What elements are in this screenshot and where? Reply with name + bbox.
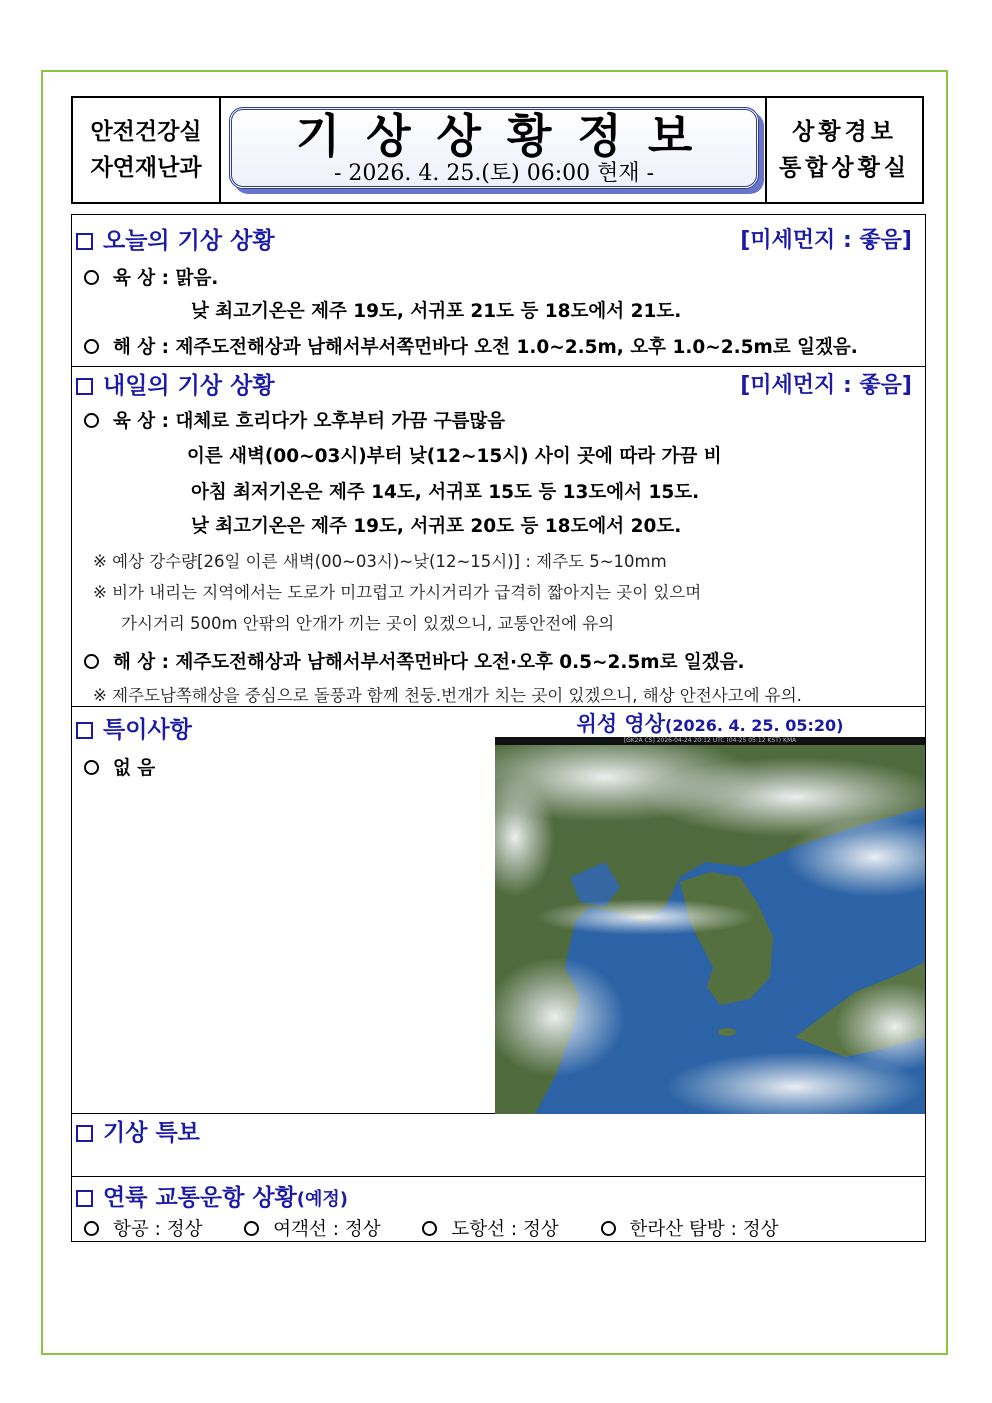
checkbox-square-icon (76, 1190, 93, 1207)
document-header (71, 96, 924, 204)
divider (71, 706, 926, 707)
department-line1: 안전건강실 (90, 119, 202, 145)
issuer-line1: 상황경보 (792, 119, 897, 145)
today-section-title: 오늘의 기상 상황 (76, 222, 275, 255)
issuer-line2: 통합상황실 (778, 155, 911, 181)
checkbox-square-icon (76, 722, 93, 739)
bullet-circle-icon (601, 1221, 616, 1236)
today-sea: 해 상 : 제주도전해상과 남해서부서쪽먼바다 오전 1.0~2.5m, 오후 1.0~2.5m로 일겠음. (84, 333, 858, 359)
bullet-circle-icon (84, 339, 99, 354)
department-block (73, 98, 221, 202)
document-datetime: - 2026. 4. 25.(토) 06:00 현재 - (333, 161, 655, 186)
bullet-circle-icon (422, 1221, 437, 1236)
tomorrow-sea: 해 상 : 제주도전해상과 남해서부서쪽먼바다 오전·오후 0.5~2.5m로 일겠음. (84, 648, 745, 674)
transport-hallasan: 한라산 탐방 : 정상 (601, 1219, 779, 1240)
transport-ferry: 여객선 : 정상 (244, 1219, 380, 1240)
bullet-circle-icon (84, 413, 99, 428)
tomorrow-land: 육 상 : 대체로 흐리다가 오후부터 가끔 구름많음 (84, 407, 505, 433)
tomorrow-note-rainfall: ※ 예상 강수량[26일 이른 새벽(00~03시)~낮(12~15시)] : 제주도 5~10mm (93, 552, 667, 571)
document-title: 기상상황정보 (295, 109, 719, 163)
bullet-circle-icon (84, 760, 99, 775)
today-fine-dust: [미세먼지 : 좋음] (740, 228, 912, 253)
special-item: 없 음 (84, 754, 155, 780)
checkbox-square-icon (76, 233, 93, 250)
divider (71, 1176, 926, 1177)
tomorrow-note-visibility-cont: 가시거리 500m 안팎의 안개가 끼는 곳이 있겠으니, 교통안전에 유의 (121, 614, 615, 633)
warning-section-title: 기상 특보 (76, 1114, 200, 1147)
today-land: 육 상 : 맑음. (84, 264, 218, 290)
tomorrow-land-max-temp: 낮 최고기온은 제주 19도, 서귀포 20도 등 18도에서 20도. (191, 516, 682, 537)
satellite-caption: [GK2A CS] 2026-04-24 20:12 UTC (04-25 05:12 KST) KMA (495, 737, 925, 745)
checkbox-square-icon (76, 1125, 93, 1142)
special-section-title: 특이사항 (76, 711, 192, 744)
bullet-circle-icon (84, 654, 99, 669)
title-box (229, 107, 759, 189)
transport-status-row (84, 1215, 779, 1241)
bullet-circle-icon (244, 1221, 259, 1236)
tomorrow-fine-dust: [미세먼지 : 좋음] (740, 373, 912, 398)
today-land-temp: 낮 최고기온은 제주 19도, 서귀포 21도 등 18도에서 21도. (191, 301, 682, 322)
tomorrow-note-visibility: ※ 비가 내리는 지역에서는 도로가 미끄럽고 가시거리가 급격히 짧아지는 곳이 있으며 (93, 583, 702, 602)
checkbox-square-icon (76, 378, 93, 395)
transport-air: 항공 : 정상 (84, 1219, 202, 1240)
department-line2: 자연재난과 (90, 155, 202, 181)
bullet-circle-icon (84, 1221, 99, 1236)
tomorrow-land-min-temp: 아침 최저기온은 제주 14도, 서귀포 15도 등 13도에서 15도. (191, 482, 700, 503)
satellite-image (495, 737, 925, 1114)
bullet-circle-icon (84, 270, 99, 285)
transport-section-title: 연륙 교통운항 상황(예정) (76, 1179, 348, 1212)
transport-island-ferry: 도항선 : 정상 (422, 1219, 558, 1240)
tomorrow-section-title: 내일의 기상 상황 (76, 367, 275, 400)
satellite-title: 위성 영상(2026. 4. 25. 05:20) (576, 712, 844, 736)
issuer-block (765, 98, 922, 202)
tomorrow-note-marine: ※ 제주도남쪽해상을 중심으로 돌풍과 함께 천둥.번개가 치는 곳이 있겠으니, 해상 안전사고에 유의. (93, 686, 802, 705)
tomorrow-land-rain: 이른 새벽(00~03시)부터 낮(12~15시) 사이 곳에 따라 가끔 비 (187, 446, 722, 467)
